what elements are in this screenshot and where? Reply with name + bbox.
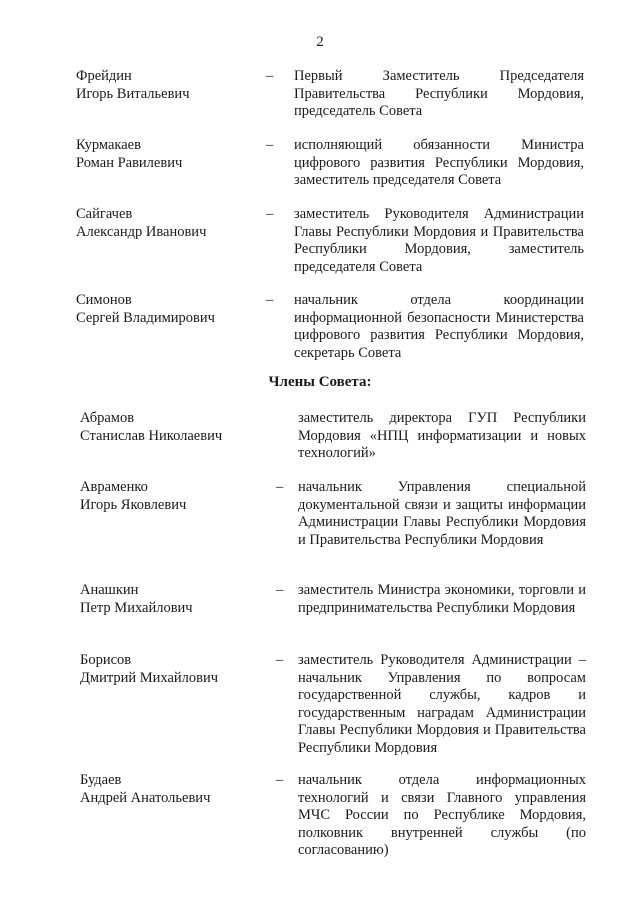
surname: Будаев: [80, 772, 122, 788]
surname: Борисов: [80, 652, 132, 668]
position-text: исполняющий обязанности Министра цифрового развития Республики Мордовия, заместитель председателя Совета: [294, 137, 584, 188]
person-name: [80, 772, 270, 807]
section-heading: Члены Совета:: [268, 374, 372, 390]
surname: Курмакаев: [76, 137, 141, 153]
person-name: [80, 582, 270, 617]
position-text: заместитель Руководителя Администрации – начальник Управления по вопросам государственной службы, кадров и государственным наградам Администрации Главы Республики Мордовия и Правительства Республики Мордовия: [298, 652, 586, 756]
position-text: Первый Заместитель Председателя Правительства Республики Мордовия, председатель Совета: [294, 68, 584, 119]
position-text: начальник отдела координации информационной безопасности Министерства цифрового развития Республики Мордовия, секретарь Совета: [294, 292, 584, 361]
surname: Симонов: [76, 292, 132, 308]
surname: Анашкин: [80, 582, 139, 598]
person-name: [80, 479, 270, 514]
surname: Фрейдин: [76, 68, 132, 84]
dash: –: [276, 772, 284, 788]
person-name: [80, 410, 270, 445]
position-text: заместитель Министра экономики, торговли и предпринимательства Республики Мордовия: [298, 582, 586, 616]
person-name: [76, 206, 266, 241]
surname: Сайгачев: [76, 206, 133, 222]
dash: –: [276, 582, 284, 598]
dash: –: [266, 68, 274, 84]
surname: Авраменко: [80, 479, 148, 495]
dash: –: [266, 206, 274, 222]
person-name: [76, 137, 266, 172]
person-name: [80, 652, 270, 687]
surname: Абрамов: [80, 410, 135, 426]
person-name: [76, 68, 266, 103]
person-name: [76, 292, 266, 327]
position-text: начальник отдела информационных технологий и связи Главного управления МЧС России по Республике Мордовия, полковник внутренней службы (по согласованию): [298, 772, 586, 858]
given-names: Роман Равилевич: [76, 154, 183, 171]
given-names: Игорь Витальевич: [76, 85, 190, 102]
position-text: заместитель директора ГУП Республики Мордовия «НПЦ информатизации и новых технологий»: [298, 410, 586, 461]
given-names: Дмитрий Михайлович: [80, 669, 219, 686]
page-number: 2: [316, 34, 324, 50]
dash: –: [276, 479, 284, 495]
dash: –: [276, 652, 284, 668]
dash: –: [266, 137, 274, 153]
dash: –: [266, 292, 274, 308]
given-names: Игорь Яковлевич: [80, 496, 187, 513]
position-text: заместитель Руководителя Администрации Главы Республики Мордовия и Правительства Республики Мордовия, заместитель председателя Совета: [294, 206, 584, 275]
given-names: Станислав Николаевич: [80, 427, 223, 444]
given-names: Андрей Анатольевич: [80, 789, 211, 806]
position-text: начальник Управления специальной документальной связи и защиты информации Администрации Главы Республики Мордовия и Правительства Республики Мордовия: [298, 479, 586, 548]
given-names: Сергей Владимирович: [76, 309, 215, 326]
given-names: Петр Михайлович: [80, 599, 193, 616]
given-names: Александр Иванович: [76, 223, 207, 240]
